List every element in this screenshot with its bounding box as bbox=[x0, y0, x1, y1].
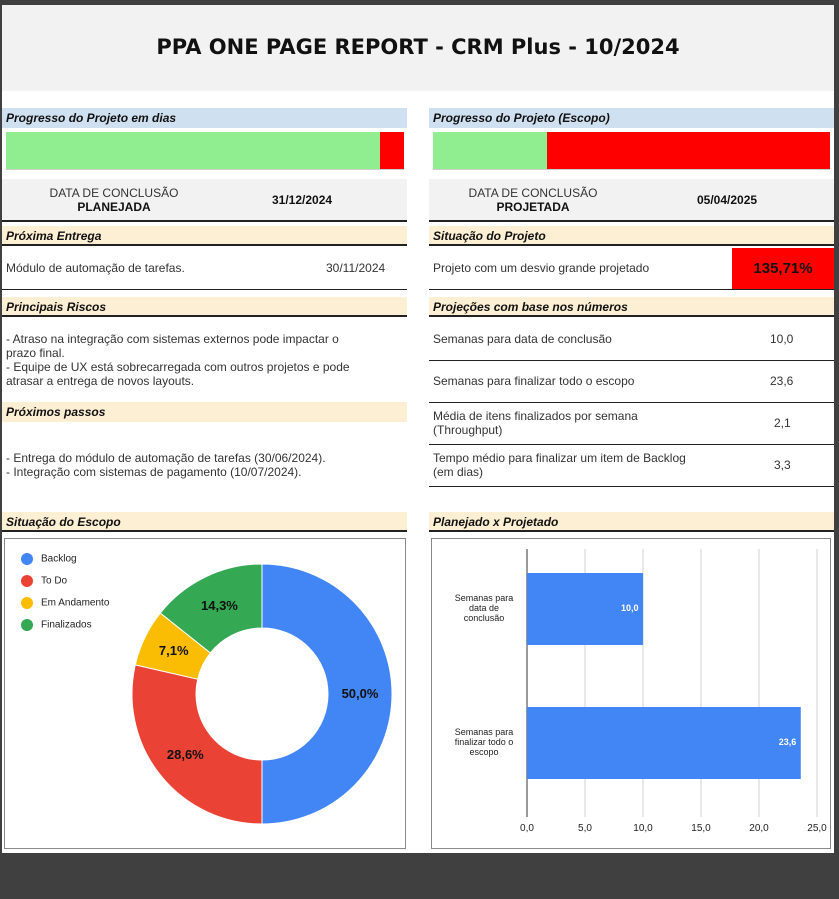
risks-heading: Principais Riscos bbox=[2, 297, 407, 317]
divider bbox=[429, 402, 834, 403]
project-status-value: 135,71% bbox=[753, 260, 813, 277]
next-delivery-date: 30/11/2024 bbox=[326, 261, 386, 275]
projected-date-label-line1: DATA DE CONCLUSÃO bbox=[468, 186, 598, 200]
category-label-line: Semanas para bbox=[454, 593, 514, 603]
legend-item-backlog bbox=[21, 553, 77, 565]
category-label-line: data de bbox=[468, 603, 500, 613]
divider bbox=[2, 289, 407, 290]
progress-days-remaining bbox=[380, 132, 404, 169]
next-steps-text bbox=[6, 451, 406, 479]
next-steps-heading: Próximos passos bbox=[2, 402, 407, 422]
x-tick-label: 20,0 bbox=[749, 823, 769, 834]
donut-label-em-andamento: 7,1% bbox=[158, 643, 189, 659]
projection-label: Semanas para data de conclusão bbox=[433, 332, 612, 346]
projection-value: 10,0 bbox=[770, 332, 794, 346]
legend-dot bbox=[21, 553, 33, 565]
planned-date-box bbox=[2, 179, 407, 222]
category-label bbox=[446, 593, 522, 623]
risk-line: atrasar a entrega de novos layouts. bbox=[6, 374, 195, 388]
divider bbox=[429, 444, 834, 445]
bar-value-label: 10,0 bbox=[621, 603, 639, 613]
divider bbox=[429, 486, 834, 487]
legend-label: To Do bbox=[41, 575, 68, 587]
planned-date-label bbox=[24, 186, 204, 214]
risk-line: - Equipe de UX está sobrecarregada com outros projetos e pode bbox=[6, 360, 350, 374]
planned-date-value: 31/12/2024 bbox=[272, 193, 333, 207]
project-status-text: Projeto com um desvio grande projetado bbox=[433, 261, 650, 275]
progress-days-done bbox=[6, 132, 380, 169]
next-delivery-item: Módulo de automação de tarefas. bbox=[6, 261, 185, 275]
legend-label: Em Andamento bbox=[41, 597, 110, 609]
next-step-line: - Entrega do módulo de automação de tarefas (30/06/2024). bbox=[6, 451, 326, 465]
donut-label-finalizados: 14,3% bbox=[201, 597, 238, 613]
projection-label-line1: Tempo médio para finalizar um item de Backlog bbox=[433, 451, 686, 465]
category-label-line: finalizar todo o bbox=[454, 737, 514, 747]
legend-dot bbox=[21, 575, 33, 587]
category-label-line: escopo bbox=[469, 747, 499, 757]
projection-label: Semanas para finalizar todo o escopo bbox=[433, 374, 635, 388]
legend-item-em-andamento bbox=[21, 597, 109, 609]
category-label-line: Semanas para bbox=[454, 727, 514, 737]
page-title: PPA ONE PAGE REPORT - CRM Plus - 10/2024 bbox=[156, 35, 680, 59]
divider bbox=[429, 289, 834, 290]
project-status-value-box bbox=[732, 248, 834, 289]
progress-scope-bar bbox=[433, 132, 830, 170]
x-tick-label: 25,0 bbox=[807, 823, 827, 834]
donut-label-to-do: 28,6% bbox=[166, 747, 204, 763]
next-delivery-heading: Próxima Entrega bbox=[2, 226, 407, 246]
progress-scope-heading: Progresso do Projeto (Escopo) bbox=[429, 108, 834, 128]
risk-line: prazo final. bbox=[6, 346, 65, 360]
bar-1 bbox=[527, 707, 801, 779]
scope-chart-heading: Situação do Escopo bbox=[2, 512, 407, 532]
next-step-line: - Integração com sistemas de pagamento (10/07/2024). bbox=[6, 465, 302, 479]
progress-days-heading: Progresso do Projeto em dias bbox=[2, 108, 407, 128]
legend-dot bbox=[21, 597, 33, 609]
risks-text bbox=[6, 332, 406, 388]
projection-value: 3,3 bbox=[774, 458, 791, 472]
donut-label-backlog: 50,0% bbox=[341, 686, 379, 701]
progress-scope-remaining bbox=[547, 132, 830, 169]
projection-value: 23,6 bbox=[770, 374, 794, 388]
risk-line: - Atraso na integração com sistemas externos pode impactar o bbox=[6, 332, 339, 346]
scope-chart bbox=[4, 538, 406, 849]
projected-date-label-line2: PROJETADA bbox=[496, 200, 570, 214]
legend-item-to-do bbox=[21, 575, 67, 587]
project-status-heading: Situação do Projeto bbox=[429, 226, 834, 246]
planned-bar-chart bbox=[432, 539, 830, 848]
projection-label-line2: (Throughput) bbox=[433, 423, 503, 437]
legend-dot bbox=[21, 619, 33, 631]
planned-chart bbox=[431, 538, 831, 849]
progress-days-bar bbox=[6, 132, 404, 170]
projections-heading: Projeções com base nos números bbox=[429, 297, 834, 317]
projection-label-line2: (em dias) bbox=[433, 465, 484, 479]
projection-value: 2,1 bbox=[774, 416, 791, 430]
category-label-line: conclusão bbox=[463, 613, 505, 623]
x-tick-label: 15,0 bbox=[691, 823, 711, 834]
divider bbox=[429, 360, 834, 361]
legend-label: Finalizados bbox=[41, 619, 92, 631]
planned-chart-heading: Planejado x Projetado bbox=[429, 512, 834, 532]
progress-scope-done bbox=[433, 132, 547, 169]
legend-label: Backlog bbox=[41, 553, 77, 565]
planned-date-label-line1: DATA DE CONCLUSÃO bbox=[49, 186, 179, 200]
legend-item-finalizados bbox=[21, 619, 92, 631]
report-page bbox=[2, 5, 834, 853]
x-tick-label: 5,0 bbox=[578, 823, 592, 834]
projected-date-label bbox=[443, 186, 623, 214]
x-tick-label: 10,0 bbox=[633, 823, 653, 834]
projection-label bbox=[433, 451, 686, 479]
projection-label-line1: Média de itens finalizados por semana bbox=[433, 409, 638, 423]
projection-label bbox=[433, 409, 638, 437]
donut-slice-to-do bbox=[132, 665, 262, 824]
bar-value-label: 23,6 bbox=[778, 737, 797, 747]
planned-date-label-line2: PLANEJADA bbox=[77, 200, 151, 214]
category-label bbox=[446, 727, 522, 757]
projected-date-value: 05/04/2025 bbox=[697, 193, 758, 207]
projected-date-box bbox=[429, 179, 834, 222]
x-tick-label: 0,0 bbox=[520, 823, 534, 834]
